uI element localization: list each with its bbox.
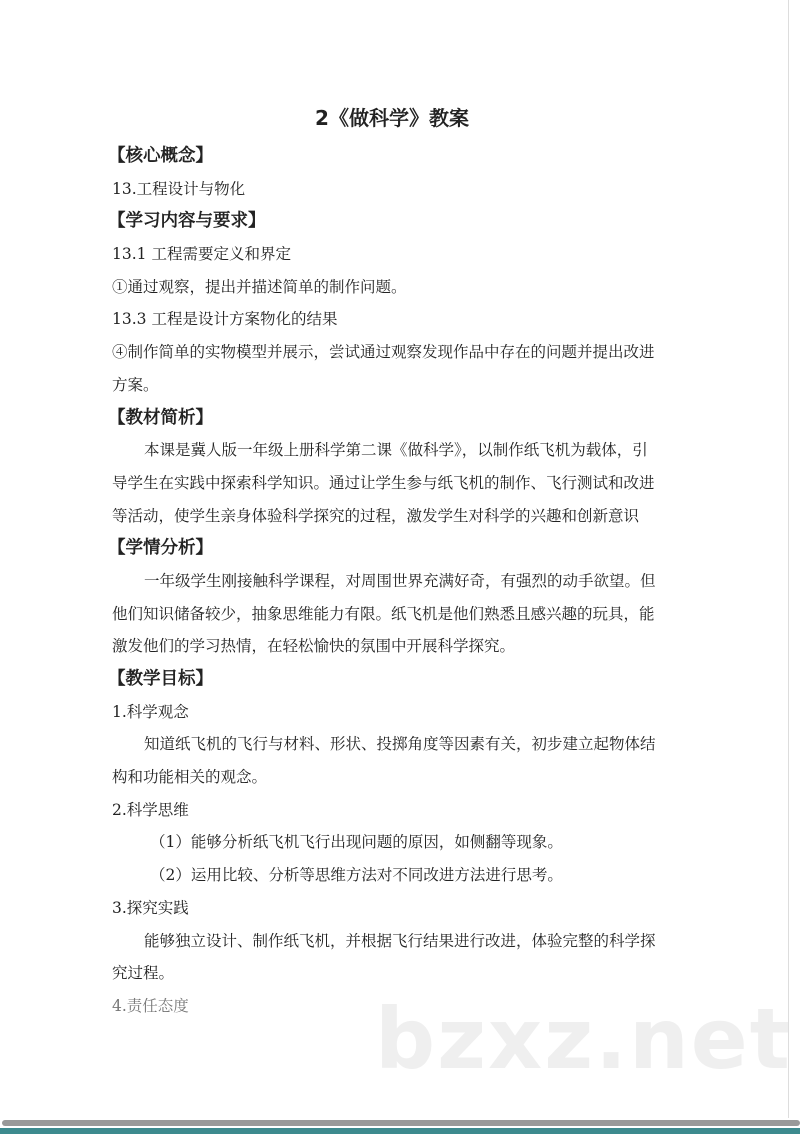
text-line: 13.1 工程需要定义和界定 (112, 245, 291, 264)
text-line: 13.工程设计与物化 (112, 179, 246, 198)
text-line: 3.探究实践 (112, 898, 189, 917)
horizontal-scrollbar[interactable] (2, 1120, 800, 1126)
text-line: ④制作简单的实物模型并展示，尝试通过观察发现作品中存在的问题并提出改进 (112, 343, 655, 362)
text-line: 等活动，使学生亲身体验科学探究的过程，激发学生对科学的兴趣和创新意识 (112, 506, 640, 525)
text-line: 一年级学生刚接触科学课程，对周围世界充满好奇，有强烈的动手欲望。但 (144, 571, 656, 590)
section-heading: 【学情分析】 (108, 538, 213, 559)
text-line: 4.责任态度 (112, 996, 189, 1015)
desktop-background-strip (0, 1128, 800, 1134)
document-title: 2《做科学》教案 (315, 106, 469, 130)
text-line: 他们知识储备较少，抽象思维能力有限。纸飞机是他们熟悉且感兴趣的玩具，能 (112, 604, 655, 623)
text-line: （2）运用比较、分析等思维方法对不同改进方法进行思考。 (150, 866, 563, 885)
text-line: 导学生在实践中探索科学知识。通过让学生参与纸飞机的制作、飞行测试和改进 (112, 473, 655, 492)
text-line: 激发他们的学习热情，在轻松愉快的氛围中开展科学探究。 (112, 637, 516, 656)
text-line: 构和功能相关的观念。 (112, 768, 268, 787)
section-heading: 【核心概念】 (108, 146, 213, 166)
document-content (108, 96, 672, 1023)
section-heading: 【学习内容与要求】 (108, 211, 266, 232)
watermark: bzxz.net (375, 990, 792, 1088)
text-line: 1.科学观念 (112, 702, 189, 721)
text-line: 本课是冀人版一年级上册科学第二课《做科学》，以制作纸飞机为载体，引 (144, 441, 648, 460)
text-line: ①通过观察，提出并描述简单的制作问题。 (112, 277, 407, 296)
section-heading: 【教学目标】 (108, 669, 213, 689)
text-line: 13.3 工程是设计方案物化的结果 (112, 310, 338, 329)
text-line: 2.科学思维 (112, 800, 189, 819)
section-heading: 【教材简析】 (108, 407, 213, 428)
text-line: 究过程。 (112, 964, 175, 983)
text-line: 知道纸飞机的飞行与材料、形状、投掷角度等因素有关，初步建立起物体结 (144, 735, 656, 754)
text-line: 能够独立设计、制作纸飞机，并根据飞行结果进行改进，体验完整的科学探 (144, 931, 656, 950)
text-line: （1）能够分析纸飞机飞行出现问题的原因，如侧翻等现象。 (150, 833, 563, 852)
text-line: 方案。 (112, 375, 159, 394)
